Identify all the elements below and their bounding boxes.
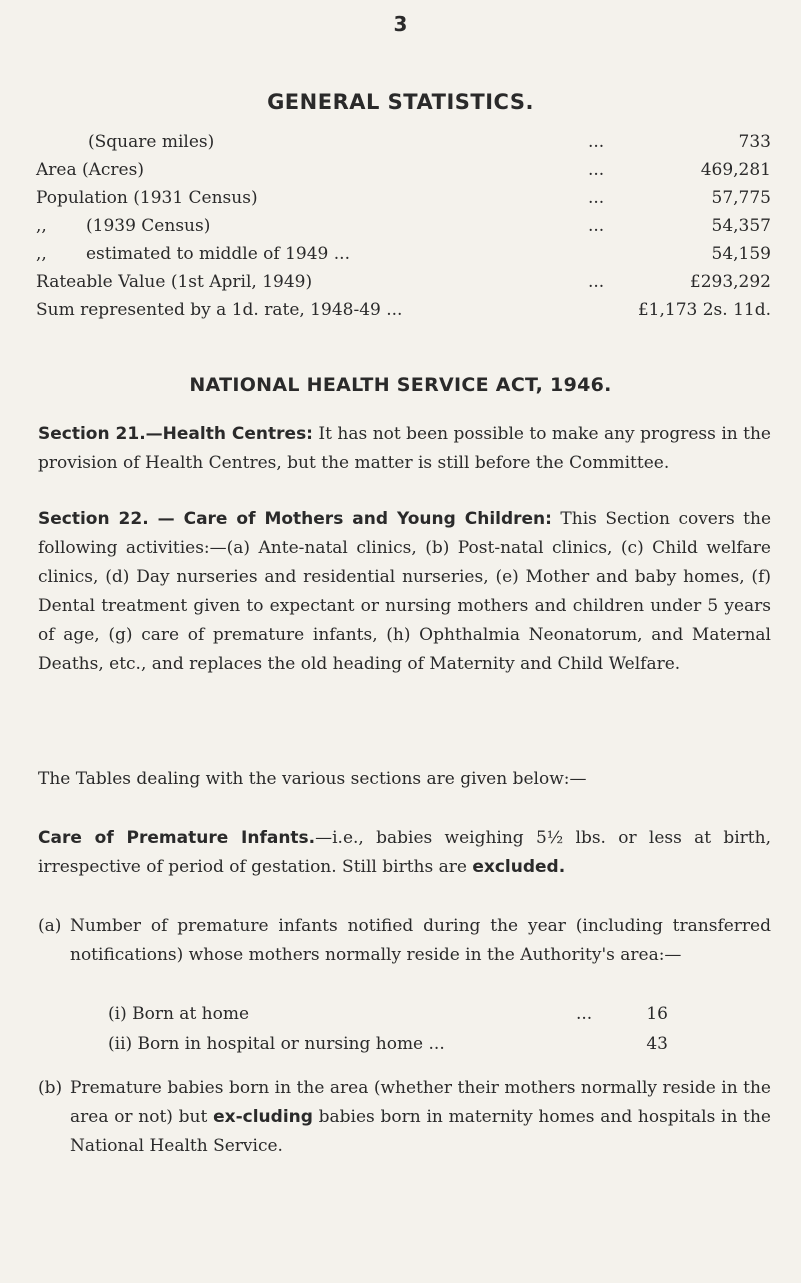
sub-label: (i) Born at home (108, 1004, 250, 1024)
section-21-text: It has not been possible to make any progress in the provision of Health Centres, but the matter is still before the Committee. (38, 424, 771, 473)
premature-title: Care of Premature Infants. (38, 828, 316, 848)
excluded-word: excluded. (472, 857, 566, 877)
section-22-paragraph (38, 505, 771, 679)
stat-label: (Square miles) (88, 132, 215, 152)
tables-intro-paragraph: The Tables dealing with the various sections are given below:— (38, 769, 587, 789)
premature-text: —i.e., babies weighing 5½ lbs. or less at birth, irrespective of period of gestation. Still births are (38, 828, 771, 877)
stat-label-text: estimated to middle of 1949 ... (86, 244, 350, 264)
stat-value: 469,281 (700, 160, 771, 180)
excluding-word: ex-cluding (213, 1107, 313, 1127)
item-b (38, 1074, 771, 1161)
sub-value: 43 (646, 1034, 668, 1054)
stat-row (36, 212, 771, 240)
section-22-title: Section 22. — Care of Mothers and Young Children: (38, 509, 552, 529)
general-statistics-heading: GENERAL STATISTICS. (267, 90, 534, 114)
item-a-marker: (a) (38, 916, 62, 936)
sub-row-born-in-hospital (108, 1030, 668, 1059)
stat-value: £293,292 (689, 272, 771, 292)
stat-leader: ... (588, 216, 605, 236)
stat-row (36, 268, 771, 296)
sub-leader: ... (576, 1004, 593, 1024)
stat-leader: ... (588, 132, 605, 152)
sub-row-born-at-home (108, 1000, 668, 1029)
section-21-title: Section 21.—Health Centres: (38, 424, 313, 444)
section-22-text: This Section covers the following activities:—(a) Ante-natal clinics, (b) Post-natal clinics, (c) Child welfare clinics, (d) Day nurseries and residential nurseries, (e) Mother and baby homes, (f) Dental treatment given to expectant or nursing mothers and children under 5 years of age, (g) care of premature infants, (h) Ophthalmia Neonatorum, and Maternal Deaths, etc., and replaces the old heading of Maternity and Child Welfare. (38, 509, 772, 674)
ditto-mark: ,, (36, 244, 47, 264)
stat-label: Area (Acres) (36, 160, 144, 180)
stat-leader: ... (588, 160, 605, 180)
stat-label (36, 212, 210, 240)
stat-label: Population (1931 Census) (36, 188, 258, 208)
stat-row (36, 156, 771, 184)
section-21-paragraph (38, 420, 771, 478)
page-number: 3 (393, 12, 408, 36)
stat-row (36, 240, 771, 268)
stat-row (36, 296, 771, 324)
sub-value: 16 (646, 1004, 668, 1024)
item-b-text-2: babies born in maternity homes and hospitals in the National Health Service. (70, 1107, 771, 1156)
stat-label: Rateable Value (1st April, 1949) (36, 272, 313, 292)
stat-row (36, 184, 771, 212)
item-a-text: Number of premature infants notified during the year (including transferred notifications) whose mothers normally reside in the Authority's area:— (70, 916, 771, 965)
item-b-marker: (b) (38, 1078, 63, 1098)
stat-value: 54,357 (711, 216, 771, 236)
item-b-text-1: Premature babies born in the area (whether their mothers normally reside in the area or not) but (70, 1078, 771, 1127)
general-statistics-table (36, 128, 771, 324)
stat-label (36, 240, 350, 268)
ditto-mark: ,, (36, 216, 47, 236)
stat-value: £1,173 2s. 11d. (637, 300, 771, 320)
stat-row (36, 128, 771, 156)
stat-leader: ... (588, 188, 605, 208)
item-a (38, 912, 771, 970)
stat-leader: ... (588, 272, 605, 292)
nhs-act-heading: NATIONAL HEALTH SERVICE ACT, 1946. (189, 374, 612, 396)
sub-label: (ii) Born in hospital or nursing home ... (108, 1034, 445, 1054)
premature-infants-paragraph (38, 824, 771, 882)
stat-value: 57,775 (711, 188, 771, 208)
item-b-text (70, 1074, 771, 1161)
stat-value: 54,159 (711, 244, 771, 264)
stat-label-text: (1939 Census) (86, 216, 211, 236)
stat-value: 733 (738, 132, 771, 152)
stat-label: Sum represented by a 1d. rate, 1948-49 ... (36, 300, 403, 320)
